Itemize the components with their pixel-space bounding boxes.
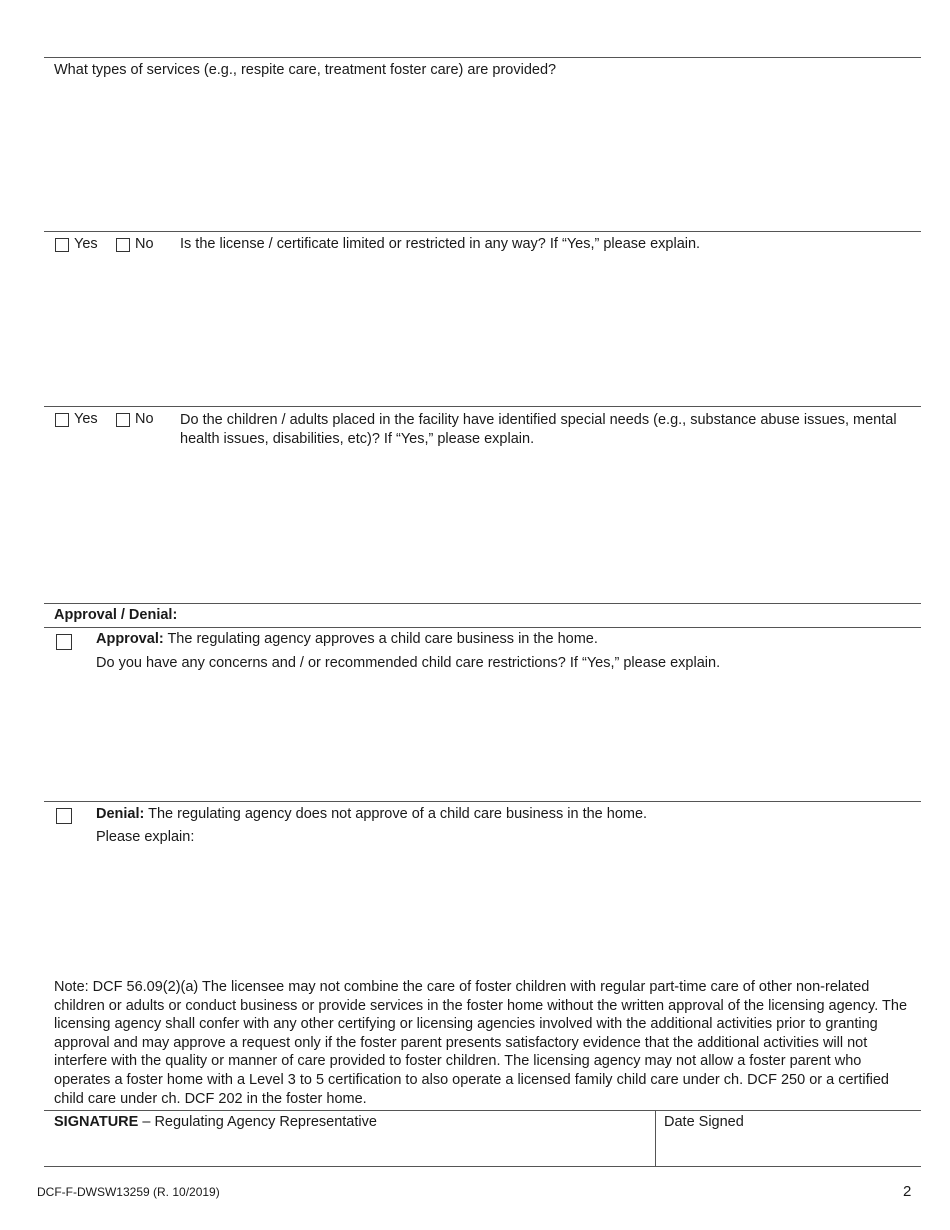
signature-label-bold: SIGNATURE — [54, 1114, 139, 1130]
restricted-yes-label: Yes — [74, 236, 98, 252]
date-signed-field[interactable] — [656, 1132, 920, 1165]
denial-prompt: Please explain: — [96, 829, 195, 845]
special-needs-yes-option[interactable] — [55, 410, 98, 429]
restricted-no-option[interactable] — [116, 235, 154, 254]
restricted-no-label: No — [135, 236, 154, 252]
divider-approval-header-top — [44, 603, 921, 604]
approval-checkbox[interactable] — [56, 634, 72, 650]
approval-answer-area[interactable] — [44, 676, 921, 798]
special-needs-answer-area[interactable] — [44, 452, 921, 600]
approval-question: Do you have any concerns and / or recommended child care restrictions? If “Yes,” please explain. — [96, 655, 721, 671]
form-id: DCF-F-DWSW13259 (R. 10/2019) — [37, 1185, 220, 1199]
divider-restricted — [44, 231, 921, 232]
restricted-question: Is the license / certificate limited or restricted in any way? If “Yes,” please explain. — [180, 236, 701, 252]
special-needs-yes-checkbox[interactable] — [55, 413, 69, 427]
page-number: 2 — [903, 1183, 912, 1200]
divider-signature-bottom — [44, 1166, 921, 1167]
denial-checkbox[interactable] — [56, 808, 72, 824]
signature-label — [54, 1113, 377, 1132]
special-needs-no-checkbox[interactable] — [116, 413, 130, 427]
note-paragraph: Note: DCF 56.09(2)(a) The licensee may not combine the care of foster children with regular part-time care of other non-related children or adults or conduct business or provide services in the foster home without the written approval of the licensing agency. The licensing agency shall confer with any other certifying or licensing agencies involved with the additional activities prior to granting approval and may approve a request only if the foster parent presents satisfactory evidence that the additional activities will not interfere with the quality or manner of care provided to foster children. The licensing agency may not allow a foster parent who operates a foster home with a Level 3 to 5 certification to also operate a licensed family child care under ch. DCF 250 or a certified child care under ch. DCF 202 in the foster home. — [54, 979, 908, 1107]
services-question: What types of services (e.g., respite care, treatment foster care) are provided? — [54, 62, 557, 78]
approval-statement — [96, 630, 598, 649]
restricted-no-checkbox[interactable] — [116, 238, 130, 252]
approval-label: Approval: — [96, 631, 164, 647]
signature-label-text: – Regulating Agency Representative — [138, 1114, 377, 1130]
approval-denial-header — [54, 606, 177, 625]
approval-denial-header-text: Approval / Denial: — [54, 607, 178, 623]
denial-text: The regulating agency does not approve of a child care business in the home. — [144, 806, 648, 822]
restricted-yes-option[interactable] — [55, 235, 98, 254]
divider-denial — [44, 801, 921, 802]
special-needs-no-label: No — [135, 411, 154, 427]
signature-field[interactable] — [44, 1132, 654, 1165]
denial-statement — [96, 805, 647, 824]
divider-special-needs — [44, 406, 921, 407]
special-needs-question: Do the children / adults placed in the facility have identified special needs (e.g., substance abuse issues, mental health issues, disabilities, etc)? If “Yes,” please explain. — [180, 412, 897, 447]
services-answer-area[interactable] — [44, 82, 921, 230]
denial-answer-area[interactable] — [44, 850, 921, 970]
denial-label: Denial: — [96, 806, 145, 822]
approval-text: The regulating agency approves a child care business in the home. — [163, 631, 598, 647]
restricted-answer-area[interactable] — [44, 258, 921, 404]
special-needs-no-option[interactable] — [116, 410, 154, 429]
divider-approval-header-bottom — [44, 627, 921, 628]
divider-top — [44, 57, 921, 58]
special-needs-yes-label: Yes — [74, 411, 98, 427]
divider-signature-top — [44, 1110, 921, 1111]
restricted-yes-checkbox[interactable] — [55, 238, 69, 252]
date-signed-label: Date Signed — [664, 1114, 744, 1130]
